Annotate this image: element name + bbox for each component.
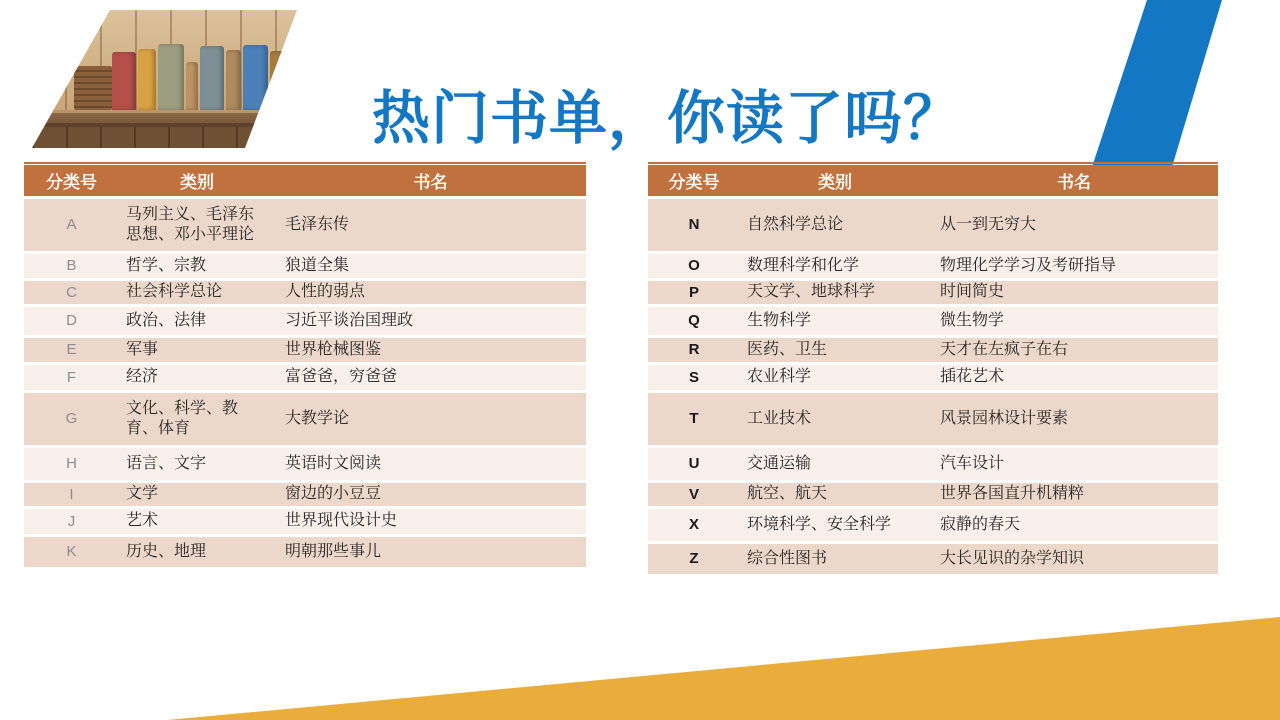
cell-code: S — [688, 368, 699, 386]
cell-category: 哲学、宗教 — [126, 256, 207, 274]
cell-code: U — [688, 455, 700, 473]
cell-book: 明朝那些事儿 — [285, 542, 382, 560]
column-header-code: 分类号 — [24, 165, 119, 196]
cell-book: 时间简史 — [940, 283, 1005, 301]
cell-category: 航空、航天 — [747, 485, 828, 503]
cell-book: 天才在左疯子在右 — [940, 340, 1069, 358]
cell-book: 窗边的小豆豆 — [285, 485, 382, 503]
cell-book: 英语时文阅读 — [285, 454, 382, 472]
cell-code: T — [689, 410, 699, 428]
cell-book: 插花艺术 — [940, 368, 1005, 386]
table-row — [648, 338, 1218, 362]
cell-book: 狼道全集 — [285, 256, 350, 274]
cell-category: 军事 — [126, 340, 159, 358]
book-spine-red — [112, 52, 136, 110]
cell-category: 农业科学 — [747, 368, 812, 386]
book-spine-yellow — [138, 49, 156, 110]
book-list-table-right — [648, 162, 1218, 577]
book-list-table-left — [24, 162, 586, 570]
table-row — [24, 393, 586, 445]
table-row — [24, 338, 586, 362]
book-spine-teal-large — [287, 34, 317, 110]
cell-category: 交通运输 — [747, 454, 812, 472]
table-row — [648, 544, 1218, 574]
cell-code: F — [66, 368, 77, 386]
cell-book: 人性的弱点 — [285, 283, 366, 301]
book-spine-green-dark — [319, 40, 347, 110]
blue-stripe-decor — [1092, 0, 1222, 167]
table-row — [24, 254, 586, 278]
cell-category: 医药、卫生 — [747, 340, 828, 358]
table-row — [648, 448, 1218, 480]
book-spine-slate — [200, 46, 224, 110]
cell-category: 天文学、地球科学 — [747, 283, 876, 301]
table-row — [648, 254, 1218, 278]
cell-code: X — [688, 516, 699, 534]
table-row — [648, 199, 1218, 251]
table-row — [648, 281, 1218, 304]
cell-category: 语言、文字 — [126, 454, 207, 472]
cell-code: H — [66, 455, 77, 473]
cell-code: Z — [689, 550, 699, 568]
cell-category: 社会科学总论 — [126, 283, 223, 301]
table-row — [24, 307, 586, 335]
column-header-code: 分类号 — [648, 165, 740, 196]
cell-book: 毛泽东传 — [285, 215, 350, 233]
table-row — [24, 199, 586, 251]
cell-category: 历史、地理 — [126, 542, 207, 560]
cell-code: B — [66, 257, 77, 275]
book-spine-brown — [270, 51, 285, 110]
book-spine-tan — [226, 50, 241, 110]
table-row — [648, 393, 1218, 445]
cell-category: 工业技术 — [747, 409, 812, 427]
cell-book: 物理化学学习及考研指导 — [940, 256, 1117, 274]
cell-code: Q — [688, 312, 700, 330]
wicker-basket — [74, 66, 112, 110]
cell-code: N — [688, 216, 700, 234]
table-row — [24, 448, 586, 480]
wood-background-lower — [32, 127, 297, 148]
cell-book: 微生物学 — [940, 311, 1005, 329]
cell-category: 政治、法律 — [126, 311, 207, 329]
cell-category: 马列主义、毛泽东思想、邓小平理论 — [126, 205, 255, 243]
table-row — [648, 509, 1218, 541]
table-row — [24, 483, 586, 506]
cell-code: A — [66, 216, 77, 234]
cell-category: 艺术 — [126, 512, 159, 530]
column-header-category: 类别 — [740, 165, 930, 196]
cell-book: 世界现代设计史 — [285, 512, 398, 530]
cell-category: 生物科学 — [747, 311, 812, 329]
wooden-shelf-board — [32, 110, 297, 127]
table-row — [648, 307, 1218, 335]
book-spine-sage — [158, 44, 184, 110]
cell-code: G — [65, 410, 78, 428]
book-spine-tan-small — [186, 62, 198, 110]
cell-book: 富爸爸，穷爸爸 — [285, 368, 398, 386]
book-spine-blue — [243, 45, 268, 110]
books-shelf-photo — [32, 10, 297, 148]
table-row — [24, 365, 586, 390]
cell-code: R — [688, 341, 700, 359]
cell-code: I — [69, 485, 74, 503]
cell-code: O — [688, 257, 700, 275]
cell-category: 经济 — [126, 368, 159, 386]
cell-book: 世界各国直升机精粹 — [940, 485, 1085, 503]
cell-code: J — [67, 512, 76, 530]
column-header-category: 类别 — [119, 165, 275, 196]
slide-title: 热门书单，你读了吗？ — [372, 85, 963, 151]
cell-category: 自然科学总论 — [747, 215, 844, 233]
cell-book: 大长见识的杂学知识 — [940, 549, 1085, 567]
cell-code: E — [66, 341, 77, 359]
cell-book: 汽车设计 — [940, 454, 1005, 472]
cell-book: 寂静的春天 — [940, 515, 1021, 533]
cell-category: 数理科学和化学 — [747, 256, 860, 274]
cell-category: 环境科学、安全科学 — [747, 515, 892, 533]
column-header-book: 书名 — [275, 165, 586, 196]
table-header-row — [648, 165, 1218, 196]
table-row — [24, 281, 586, 304]
cell-code: D — [66, 312, 77, 330]
cell-code: C — [66, 283, 77, 301]
cell-category: 综合性图书 — [747, 549, 828, 567]
cell-book: 从一到无穷大 — [940, 215, 1037, 233]
table-header-row — [24, 165, 586, 196]
cell-code: K — [66, 543, 77, 561]
cell-category: 文化、科学、教育、体育 — [126, 399, 239, 437]
cell-book: 大教学论 — [285, 409, 350, 427]
cell-code: P — [688, 283, 699, 301]
column-header-book: 书名 — [930, 165, 1218, 196]
table-row — [648, 365, 1218, 390]
orange-wedge-decor — [0, 610, 1280, 720]
cell-book: 习近平谈治国理政 — [285, 311, 414, 329]
cell-code: V — [688, 485, 699, 503]
cell-category: 文学 — [126, 485, 159, 503]
cell-book: 世界枪械图鉴 — [285, 340, 382, 358]
cell-book: 风景园林设计要素 — [940, 409, 1069, 427]
table-row — [648, 483, 1218, 506]
table-row — [24, 537, 586, 567]
table-row — [24, 509, 586, 534]
